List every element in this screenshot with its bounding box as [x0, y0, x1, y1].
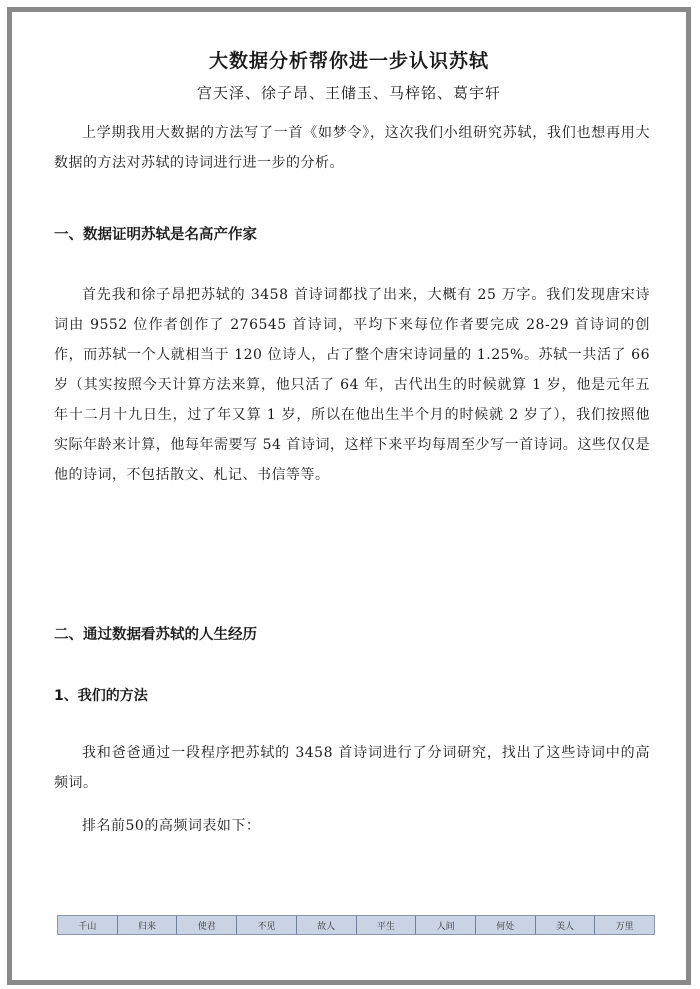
table-cell: 平生: [357, 916, 417, 934]
table-cell: 不见: [237, 916, 297, 934]
table-cell: 美人: [536, 916, 596, 934]
table-cell: 故人: [297, 916, 357, 934]
table-cell: 人间: [416, 916, 476, 934]
subsection1-heading: 1、我们的方法: [54, 688, 148, 704]
section1-paragraph: 首先我和徐子昂把苏轼的 3458 首诗词都找了出来，大概有 25 万字。我们发现唐宋诗词由 9552 位作者创作了 276545 首诗词，平均下来每位作者要完成 28-29 首诗词的创作，而苏轼一个人就相当于 120 位诗人，占了整个唐宋诗词量的 1.25%。苏轼一共活了 66 岁（其实按照今天计算方法来算，他只活了 64 年，古代出生的时候就算 1 岁，他是元年五年十二月十九日生，过了年又算 1 岁，所以在他出生半个月的时候就 2 岁了），我们按照他实际年龄来计算，他每年需要写 54 首诗词，这样下来平均每周至少写一首诗词。这些仅仅是他的诗词，不包括散文、札记、书信等等。: [54, 287, 650, 483]
high-frequency-word-table: [57, 915, 655, 935]
subsection1-paragraph: 我和爸爸通过一段程序把苏轼的 3458 首诗词进行了分词研究，找出了这些诗词中的高频词。: [54, 745, 650, 791]
section2-heading: 二、通过数据看苏轼的人生经历: [54, 627, 257, 643]
table-cell: 万里: [615, 921, 634, 932]
table-intro-text: 排名前50的高频词表如下：: [82, 818, 261, 834]
document-title: 大数据分析帮你进一步认识苏轼: [208, 50, 489, 72]
document-authors: 宫天泽、徐子昂、王储玉、马梓铭、葛宇轩: [196, 84, 501, 102]
table-cell: 使君: [177, 916, 237, 934]
intro-paragraph: 上学期我用大数据的方法写了一首《如梦令》，这次我们小组研究苏轼，我们也想再用大数据的方法对苏轼的诗词进行进一步的分析。: [54, 125, 650, 171]
page-frame: [7, 7, 691, 985]
table-cell: 千山: [58, 916, 118, 934]
document-page: [12, 12, 686, 980]
section1-heading: 一、数据证明苏轼是名高产作家: [54, 227, 257, 243]
table-cell: 何处: [476, 916, 536, 934]
table-cell: 归来: [118, 916, 178, 934]
